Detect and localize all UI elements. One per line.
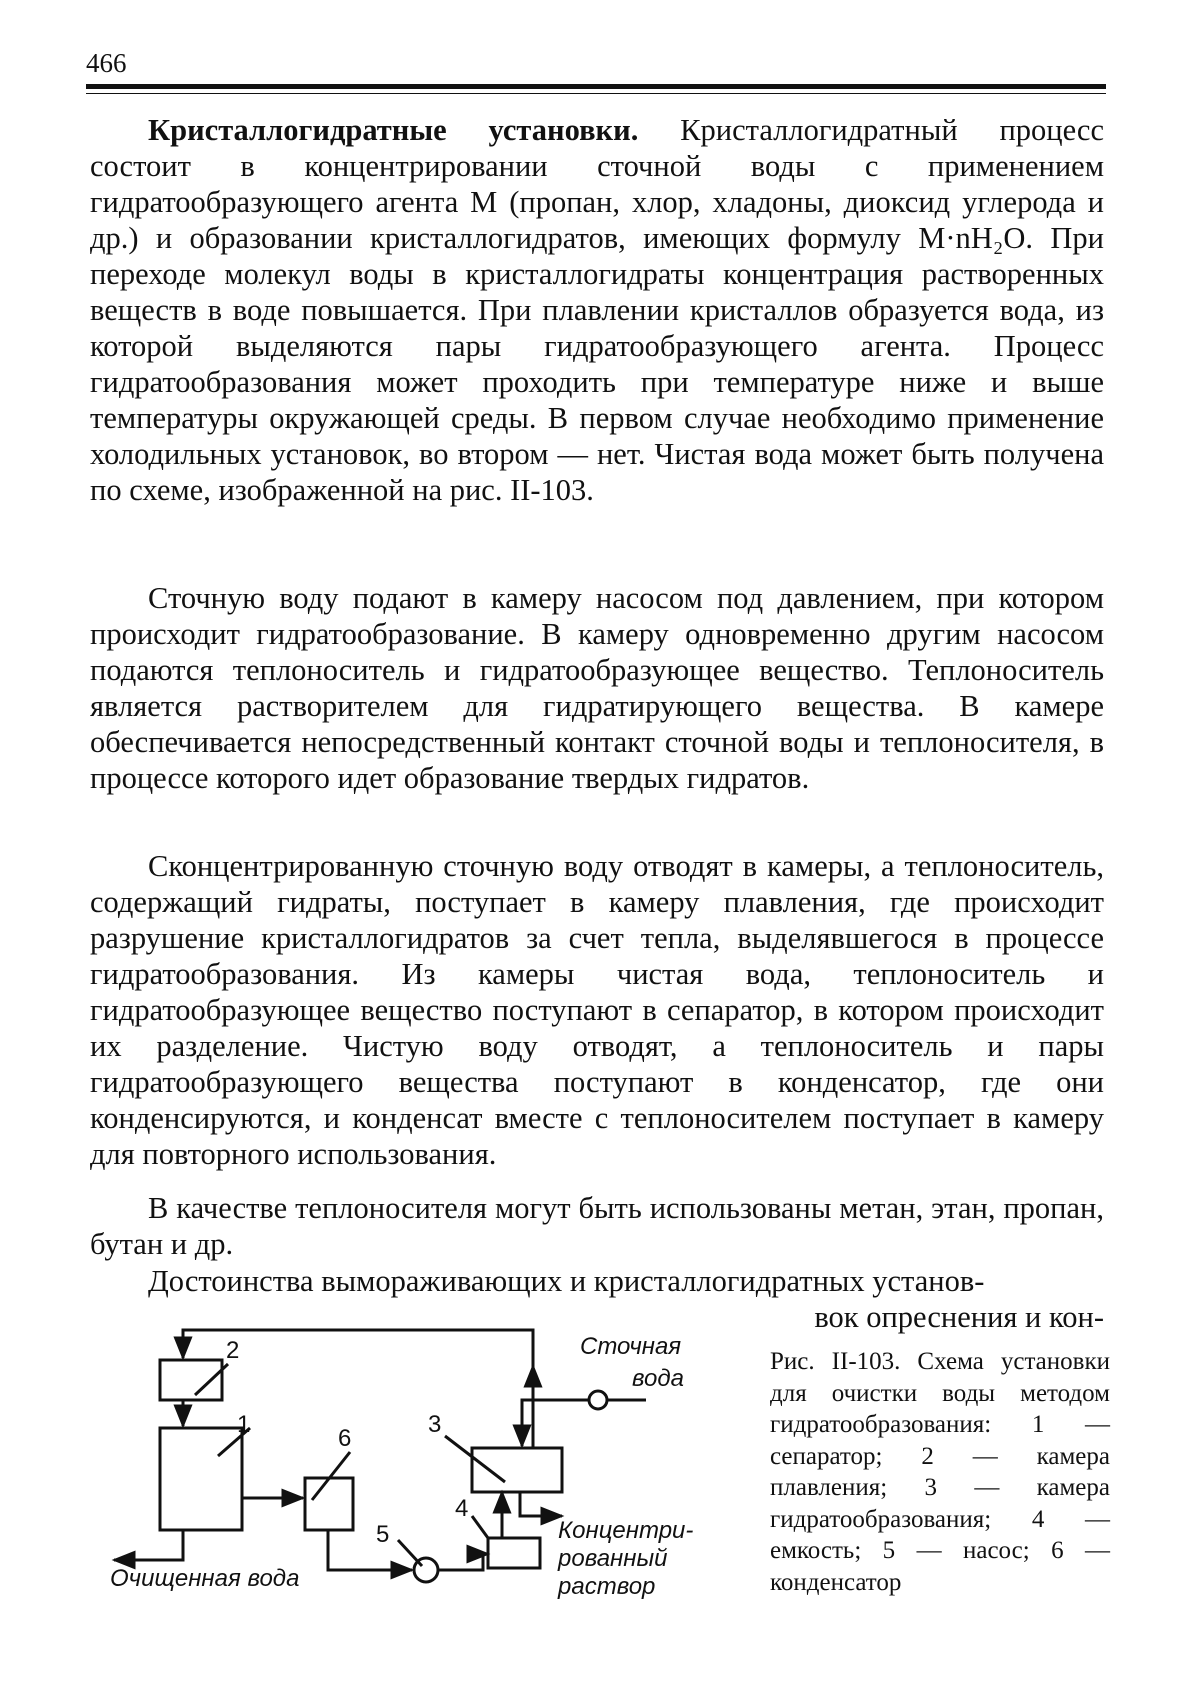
arrow-pump-to-4 [438,1554,488,1570]
label-concentrate-3: раствор [558,1573,656,1600]
condenser-box [305,1478,353,1530]
label-num-6: 6 [338,1425,352,1452]
paragraph-text: Кристаллогидратный процесс состоит в концентрировании сточной воды с применением гидратообразующего агента М (пропан, хлор, хладоны, диоксид углерода и др.) и образовании кристаллогидратов, имеющих формулу М·nH₂O. При переходе молекул воды в кристаллогидраты концентрация растворенных веществ в воде повышается. При плавлении кристаллов образуется вода, из которой выделяются пары гидратообразующего агента. Процесс гидратообразования может проходить при температуре ниже и выше температуры окружающей среды. В первом случае необходимо применение холодильных установок, во втором — нет. Чистая вода может быть получена по схеме, изображенной на рис. II-103. [90,113,1104,507]
label-wastewater-2: вода [632,1365,684,1392]
paragraph-advantages: Достоинства вымораживающих и кристаллогидратных установ- [148,1264,985,1298]
header-rule [86,84,1106,89]
label-concentrate-1: Концентри- [558,1517,694,1544]
paragraph-process: Сточную воду подают в камеру насосом под давлением, при котором происходит гидратообразование. В камеру одновременно другим насосом подаются теплоноситель и гидратообразующее вещество. Теплоноситель является растворителем для гидратирующего вещества. В камере обеспечивается непосредственный контакт сточной воды и теплоносителя, в процессе которого идет образование твердых гидратов. [90,581,1104,795]
arrow-6-to-pump [328,1530,412,1570]
box-3-indicator [445,1436,505,1482]
label-num-2: 2 [226,1337,240,1364]
header-rule-thin [86,93,1106,94]
arrow-1-to-6 [242,1460,303,1498]
paragraph-heat-carriers: В качестве теплоносителя могут быть использованы метан, этан, пропан, бутан и др. [90,1191,1104,1261]
concentrate-line [520,1492,562,1516]
separator-box [160,1428,242,1530]
label-num-5: 5 [376,1521,390,1548]
label-purified-water: Очищенная вода [110,1565,300,1592]
label-wastewater-1: Сточная [580,1333,682,1360]
box-6-indicator [312,1452,350,1500]
figure-caption: Рис. II-103. Схема установки для очистки воды методом гидратообразования: 1 — сепаратор; 2 — камера плавления; 3 — камера гидратообразования; 4 — емкость; 5 — насос; 6 — конденсатор [770,1348,1110,1596]
label-num-3: 3 [428,1411,442,1438]
paragraph-separation: Сконцентрированную сточную воду отводят в камеры, а теплоноситель, содержащий гидраты, поступает в камеру плавления, где происходит разрушение кристаллогидратов за счет тепла, выделявшегося в процессе гидратообразования. Из камеры чистая вода, теплоноситель и гидратообразующее вещество поступают в сепаратор, в котором происходит их разделение. Чистую воду отводят, а теплоноситель и пары гидратообразующего вещества поступают в конденсатор, где они конденсируются, и конденсат вместе с теплоносителем поступает в камеру для повторного использования. [90,849,1104,1171]
label-concentrate-2: рованный [558,1545,668,1572]
wastewater-inlet-circle [589,1391,607,1409]
page-number: 466 [86,48,127,78]
purified-water-line [114,1530,183,1560]
box-4-indicator [472,1516,488,1538]
process-diagram [100,1320,740,1620]
label-num-1: 1 [237,1411,251,1438]
pump-indicator [398,1540,422,1566]
paragraph-advantages-continuation: вок опреснения и кон- [814,1300,1104,1334]
paragraph-crystallohydrate-intro [90,112,1104,508]
label-num-4: 4 [455,1495,469,1522]
section-heading: Кристаллогидратные установки. [148,113,639,147]
tank-box [488,1538,540,1568]
hydrate-chamber-box [472,1448,562,1492]
hydrate-chamber-body [472,1448,562,1492]
